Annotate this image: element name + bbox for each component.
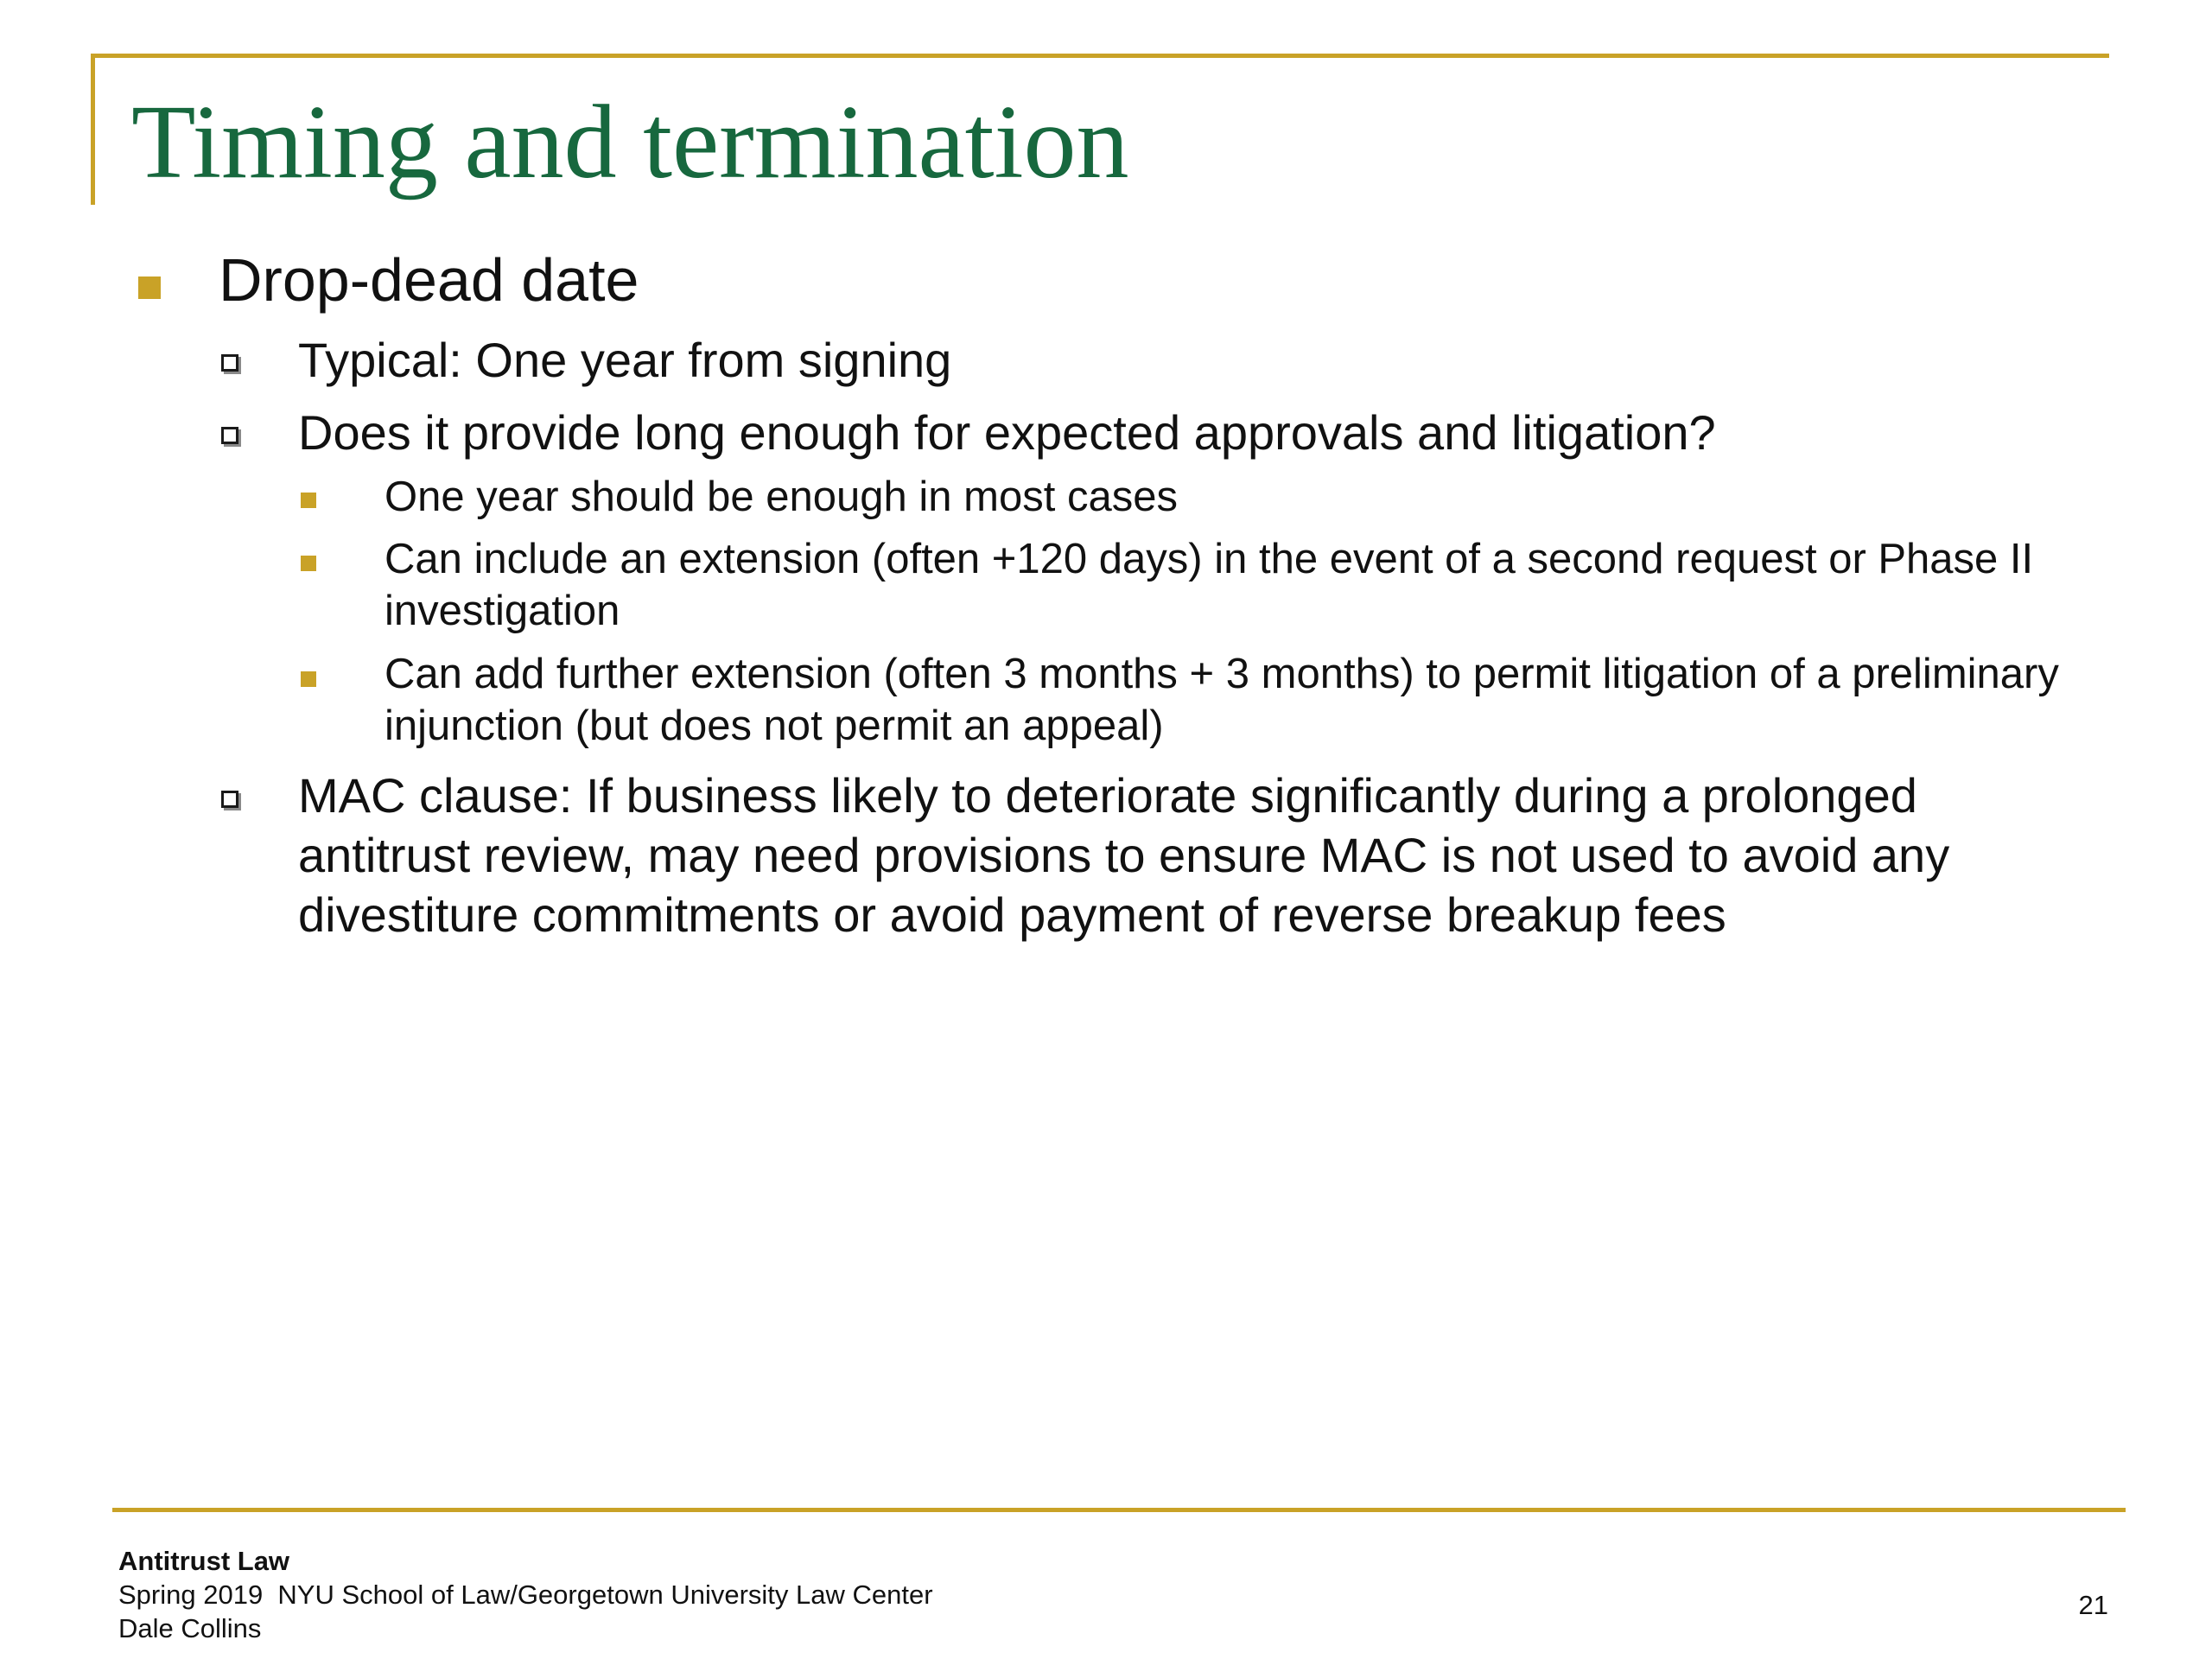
page-number: 21 <box>2078 1590 2108 1620</box>
square-bullet-icon <box>138 276 161 299</box>
square-bullet-icon <box>301 671 316 687</box>
footer-term: Spring 2019 NYU School of Law/Georgetown University Law Center <box>118 1580 933 1610</box>
box-bullet-icon <box>221 427 238 444</box>
bullet-text: Drop-dead date <box>219 246 639 314</box>
sub-sub-bullet-text-line: Can include an extension (often +120 days) in the event of a second request or Phase II <box>385 536 2034 582</box>
square-bullet-icon <box>301 493 316 508</box>
sub-bullet-text-line: MAC clause: If business likely to deteriorate significantly during a prolonged <box>298 768 1917 823</box>
sub-sub-bullet-text-line: injunction (but does not permit an appeal) <box>385 702 1164 749</box>
box-bullet-icon <box>221 791 238 808</box>
footer-course: Antitrust Law <box>118 1546 290 1576</box>
title-top-rule <box>91 54 2109 58</box>
sub-bullet-text: Typical: One year from signing <box>298 333 952 387</box>
box-bullet-icon <box>221 354 238 372</box>
square-bullet-icon <box>301 556 316 571</box>
sub-sub-bullet-text: One year should be enough in most cases <box>385 474 1178 520</box>
slide-title: Timing and termination <box>131 84 1129 200</box>
sub-bullet-text-line: divestiture commitments or avoid payment of reverse breakup fees <box>298 887 1726 942</box>
footer-author: Dale Collins <box>118 1613 262 1643</box>
sub-bullet-text: Does it provide long enough for expected approvals and litigation? <box>298 405 1716 460</box>
title-left-rule <box>91 54 95 205</box>
sub-bullet-text-line: antitrust review, may need provisions to ensure MAC is not used to avoid any <box>298 828 1950 882</box>
footer-rule <box>112 1508 2126 1512</box>
slide-footer <box>118 1544 933 1645</box>
sub-sub-bullet-text-line: investigation <box>385 588 620 634</box>
sub-sub-bullet-text-line: Can add further extension (often 3 months + 3 months) to permit litigation of a preliminary <box>385 651 2059 697</box>
